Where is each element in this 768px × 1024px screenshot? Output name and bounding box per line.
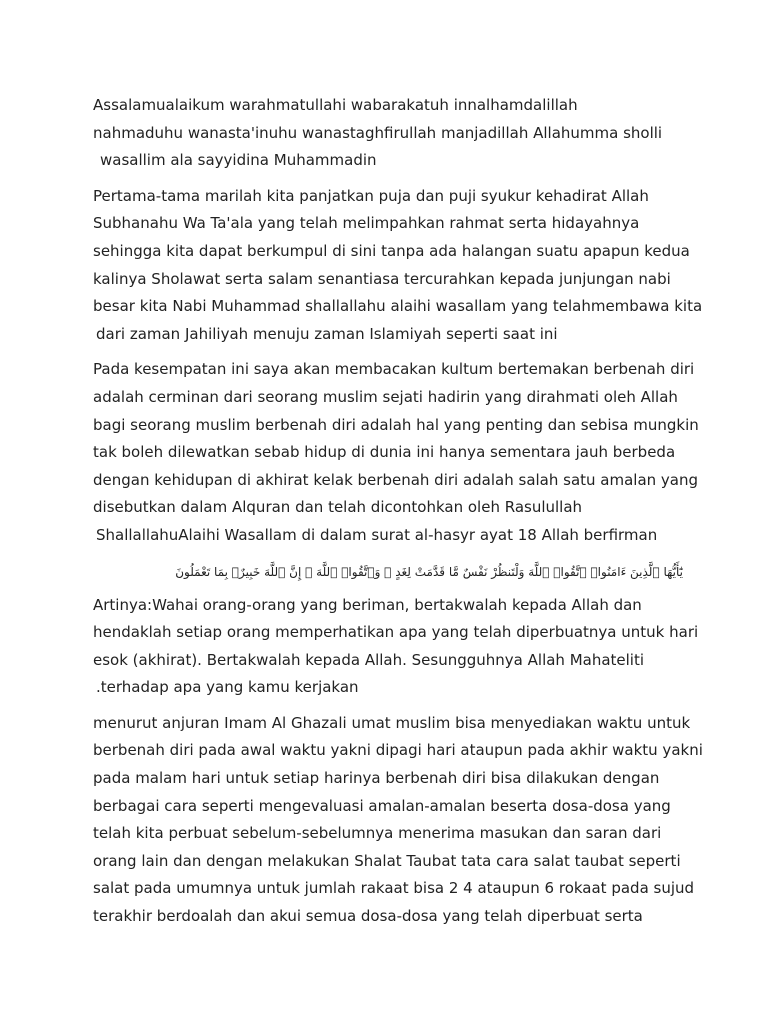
text-line: Assalamualaikum warahmatullahi wabarakatuh innalhamdalillah xyxy=(93,96,578,114)
text-line: kalinya Sholawat serta salam senantiasa tercurahkan kepada junjungan nabi xyxy=(93,269,671,288)
text-line: adalah cerminan dari seorang muslim sejati hadirin yang dirahmati oleh Allah xyxy=(93,387,678,406)
paragraph-theme xyxy=(93,356,699,549)
text-line: orang lain dan dengan melakukan Shalat Taubat tata cara salat taubat seperti xyxy=(93,851,681,870)
text-line: nahmaduhu wanasta'inuhu wanastaghfirullah manjadillah Allahumma sholli xyxy=(93,123,663,142)
text-line: telah kita perbuat sebelum-sebelumnya menerima masukan dan saran dari xyxy=(93,824,662,843)
text-line: esok (akhirat). Bertakwalah kepada Allah. Sesungguhnya Allah Mahateliti xyxy=(93,650,645,669)
text-line: sehingga kita dapat berkumpul di sini tanpa ada halangan suatu apapun kedua xyxy=(93,241,690,260)
text-line: tak boleh dilewatkan sebab hidup di dunia ini hanya sementara jauh berbeda xyxy=(93,443,676,462)
text-line: besar kita Nabi Muhammad shallallahu alaihi wasallam yang telahmembawa kita xyxy=(93,297,703,316)
paragraph-opening xyxy=(93,183,703,349)
text-line: salat pada umumnya untuk jumlah rakaat bisa 2 4 ataupun 6 rokaat pada sujud xyxy=(93,879,695,898)
text-line: dengan kehidupan di akhirat kelak berbenah diri adalah salah satu amalan yang xyxy=(93,470,699,489)
text-line: Artinya:Wahai orang-orang yang beriman, bertakwalah kepada Allah dan xyxy=(93,595,642,614)
text-line: pada malam hari untuk setiap harinya berbenah diri bisa dilakukan dengan xyxy=(93,769,660,788)
text-line: Pertama-tama marilah kita panjatkan puja dan puji syukur kehadirat Allah xyxy=(93,186,649,205)
text-line: menurut anjuran Imam Al Ghazali umat muslim bisa menyediakan waktu untuk xyxy=(93,713,691,732)
paragraph-ghazali xyxy=(93,710,703,931)
document-body xyxy=(93,92,703,939)
text-line: Pada kesempatan ini saya akan membacakan kultum bertemakan berbenah diri xyxy=(93,360,695,379)
text-line: dari zaman Jahiliyah menuju zaman Islamiyah seperti saat ini xyxy=(96,324,558,343)
text-line: terakhir berdoalah dan akui semua dosa-dosa yang telah diperbuat serta xyxy=(93,907,643,926)
text-line: Subhanahu Wa Ta'ala yang telah melimpahkan rahmat serta hidayahnya xyxy=(93,214,640,233)
text-line: berbagai cara seperti mengevaluasi amalan-amalan beserta dosa-dosa yang xyxy=(93,796,671,815)
paragraph-translation xyxy=(93,592,699,702)
paragraph-greeting xyxy=(93,92,683,175)
text-line: bagi seorang muslim berbenah diri adalah hal yang penting dan sebisa mungkin xyxy=(93,415,699,434)
text-line: wasallim ala sayyidina Muhammadin xyxy=(100,151,377,170)
text-line: disebutkan dalam Alquran dan telah dicontohkan oleh Rasulullah xyxy=(93,498,583,517)
arabic-verse: يَٰٓأَيُّهَا ٱلَّذِينَ ءَامَنُوا۟ ٱتَّقُوا۟ ٱللَّهَ وَلْتَنظُرْ نَفْسٌ مَّا قَدَّمَتْ لِغَدٍ ۖ وَٱتَّقُوا۟ ٱللَّهَ ۚ إِنَّ ٱللَّهَ خَبِيرٌۢ بِمَا تَعْمَلُونَ xyxy=(175,564,683,579)
text-line: .terhadap apa yang kamu kerjakan xyxy=(96,678,359,697)
text-line: berbenah diri pada awal waktu yakni dipagi hari ataupun pada akhir waktu yakni xyxy=(93,741,703,760)
text-line: ShallallahuAlaihi Wasallam di dalam surat al-hasyr ayat 18 Allah berfirman xyxy=(96,525,658,544)
text-line: hendaklah setiap orang memperhatikan apa yang telah diperbuatnya untuk hari xyxy=(93,623,699,642)
